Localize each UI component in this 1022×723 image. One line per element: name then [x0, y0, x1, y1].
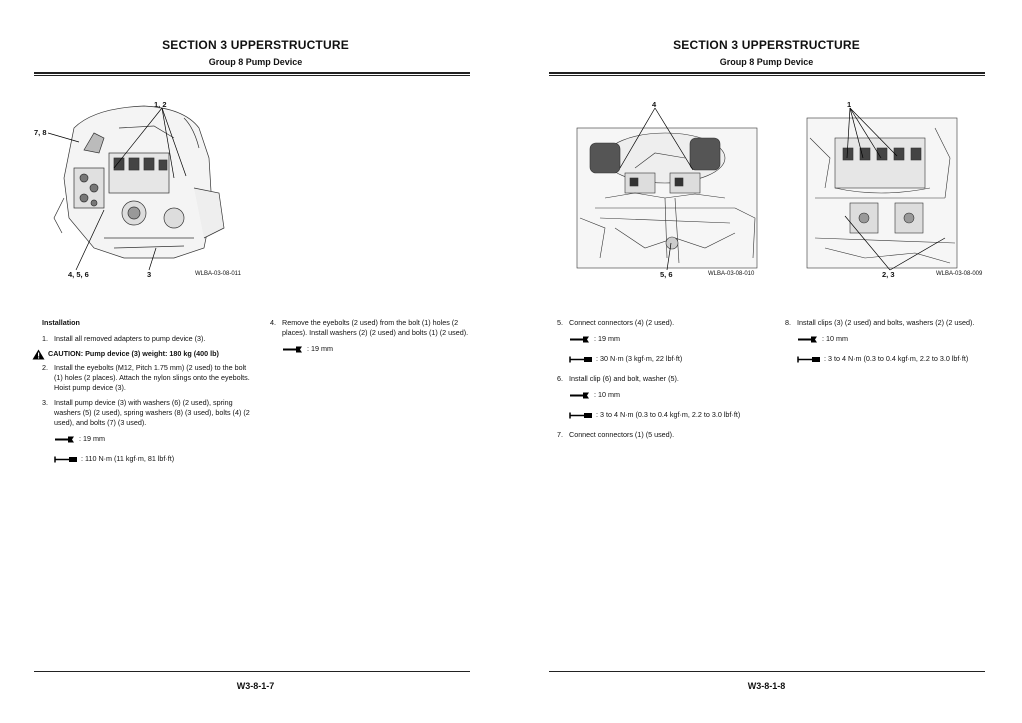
- step-number: 3.: [42, 398, 48, 407]
- torque-spec: [569, 410, 772, 420]
- step-number: 5.: [557, 318, 563, 327]
- section-title: SECTION 3 UPPERSTRUCTURE: [162, 38, 349, 52]
- step-text: Install clip (6) and bolt, washer (5).: [569, 374, 679, 383]
- step-2: [42, 363, 254, 393]
- figure-callout-1-2: 1, 2: [154, 100, 167, 109]
- step-text: Remove the eyebolts (2 used) from the bolt (1) holes (2 places). Install washers (2) (2 used) and bolts (1) (2 used).: [282, 318, 469, 337]
- step-number: 2.: [42, 363, 48, 372]
- step-6: [557, 374, 772, 384]
- installation-heading: Installation: [42, 318, 80, 327]
- figure-callout-4: 4: [652, 100, 657, 109]
- wrench-size: : 19 mm: [307, 344, 333, 353]
- step-number: 4.: [270, 318, 276, 327]
- pump-device-illustration: [34, 98, 254, 283]
- right-text-column: [270, 318, 475, 364]
- clips-figure: [805, 98, 985, 283]
- torque-wrench-icon: [54, 456, 78, 463]
- torque-wrench-icon: [569, 412, 593, 419]
- step-1: [42, 334, 254, 344]
- wrench-size: : 10 mm: [594, 390, 620, 399]
- caution-note: [34, 349, 254, 359]
- figure-callout-7-8: 7, 8: [34, 128, 47, 137]
- figure-code: WLBA-03-08-010: [708, 271, 755, 277]
- wrench-spec: [54, 434, 254, 444]
- wrench-spec: [569, 390, 772, 400]
- figure-callout-4-5-6: 4, 5, 6: [68, 270, 89, 279]
- group-subtitle: Group 8 Pump Device: [208, 57, 303, 67]
- pump-device-figure: [34, 98, 254, 283]
- step-7: [557, 430, 772, 440]
- wrench-icon: [797, 336, 819, 343]
- page-number: W3-8-1-7: [236, 681, 275, 691]
- step-text: Install pump device (3) with washers (6) (2 used), spring washers (5) (2 used), spring washers (8) (3 used), bolts (4) (2 used), and bolts (7) (3 used).: [54, 398, 250, 427]
- step-text: Connect connectors (4) (2 used).: [569, 318, 675, 327]
- step-text: Connect connectors (1) (5 used).: [569, 430, 675, 439]
- torque-value: : 110 N·m (11 kgf·m, 81 lbf·ft): [81, 454, 175, 463]
- step-8: [785, 318, 990, 328]
- header-rule: [34, 72, 470, 74]
- connector-illustration: [575, 98, 775, 283]
- wrench-spec: [569, 334, 772, 344]
- step-number: 8.: [785, 318, 791, 327]
- step-number: 1.: [42, 334, 48, 343]
- figure-callout-2-3: 2, 3: [882, 270, 895, 279]
- footer-rule: [34, 671, 470, 672]
- step-text: Install the eyebolts (M12, Pitch 1.75 mm) (2 used) to the bolt (1) holes (2 places). Attach the nylon slings onto the eyebolts. Hoist pump device (3).: [54, 363, 250, 392]
- page-number: W3-8-1-8: [747, 681, 786, 691]
- torque-wrench-icon: [569, 356, 593, 363]
- step-number: 6.: [557, 374, 563, 383]
- header-rule-thin: [549, 75, 985, 76]
- figure-code: WLBA-03-08-011: [195, 271, 241, 277]
- section-title: SECTION 3 UPPERSTRUCTURE: [673, 38, 860, 52]
- torque-spec: [54, 454, 254, 464]
- connector-figure: [575, 98, 775, 283]
- clips-illustration: [805, 98, 985, 283]
- step-3: [42, 398, 254, 428]
- header-rule: [549, 72, 985, 74]
- step-5: [557, 318, 772, 328]
- wrench-spec: [797, 334, 990, 344]
- torque-value: : 30 N·m (3 kgf·m, 22 lbf·ft): [596, 354, 683, 363]
- wrench-size: : 10 mm: [822, 334, 848, 343]
- wrench-icon: [282, 346, 304, 353]
- caution-triangle-icon: [32, 349, 45, 363]
- figure-code: WLBA-03-08-009: [936, 271, 983, 277]
- torque-wrench-icon: [797, 356, 821, 363]
- torque-value: : 3 to 4 N·m (0.3 to 0.4 kgf·m, 2.2 to 3.0 lbf·ft): [824, 354, 969, 363]
- right-page: [511, 0, 1022, 723]
- left-text-column: [557, 318, 772, 445]
- wrench-icon: [54, 436, 76, 443]
- figure-callout-3: 3: [147, 270, 152, 279]
- torque-value: : 3 to 4 N·m (0.3 to 0.4 kgf·m, 2.2 to 3.0 lbf·ft): [596, 410, 741, 419]
- header-rule-thin: [34, 75, 470, 76]
- right-text-column: [785, 318, 990, 374]
- wrench-icon: [569, 336, 591, 343]
- wrench-icon: [569, 392, 591, 399]
- step-text: Install all removed adapters to pump device (3).: [54, 334, 206, 343]
- torque-spec: [569, 354, 772, 364]
- wrench-size: : 19 mm: [594, 334, 620, 343]
- wrench-spec: [282, 344, 475, 354]
- caution-text: CAUTION: Pump device (3) weight: 180 kg (400 lb): [48, 349, 219, 358]
- footer-rule: [549, 671, 985, 672]
- torque-spec: [797, 354, 990, 364]
- step-text: Install clips (3) (2 used) and bolts, washers (2) (2 used).: [797, 318, 975, 327]
- figure-callout-1: 1: [847, 100, 852, 109]
- left-text-column: [42, 318, 254, 474]
- wrench-size: : 19 mm: [79, 434, 105, 443]
- step-number: 7.: [557, 430, 563, 439]
- figure-callout-5-6: 5, 6: [660, 270, 673, 279]
- group-subtitle: Group 8 Pump Device: [719, 57, 814, 67]
- step-4: [270, 318, 475, 338]
